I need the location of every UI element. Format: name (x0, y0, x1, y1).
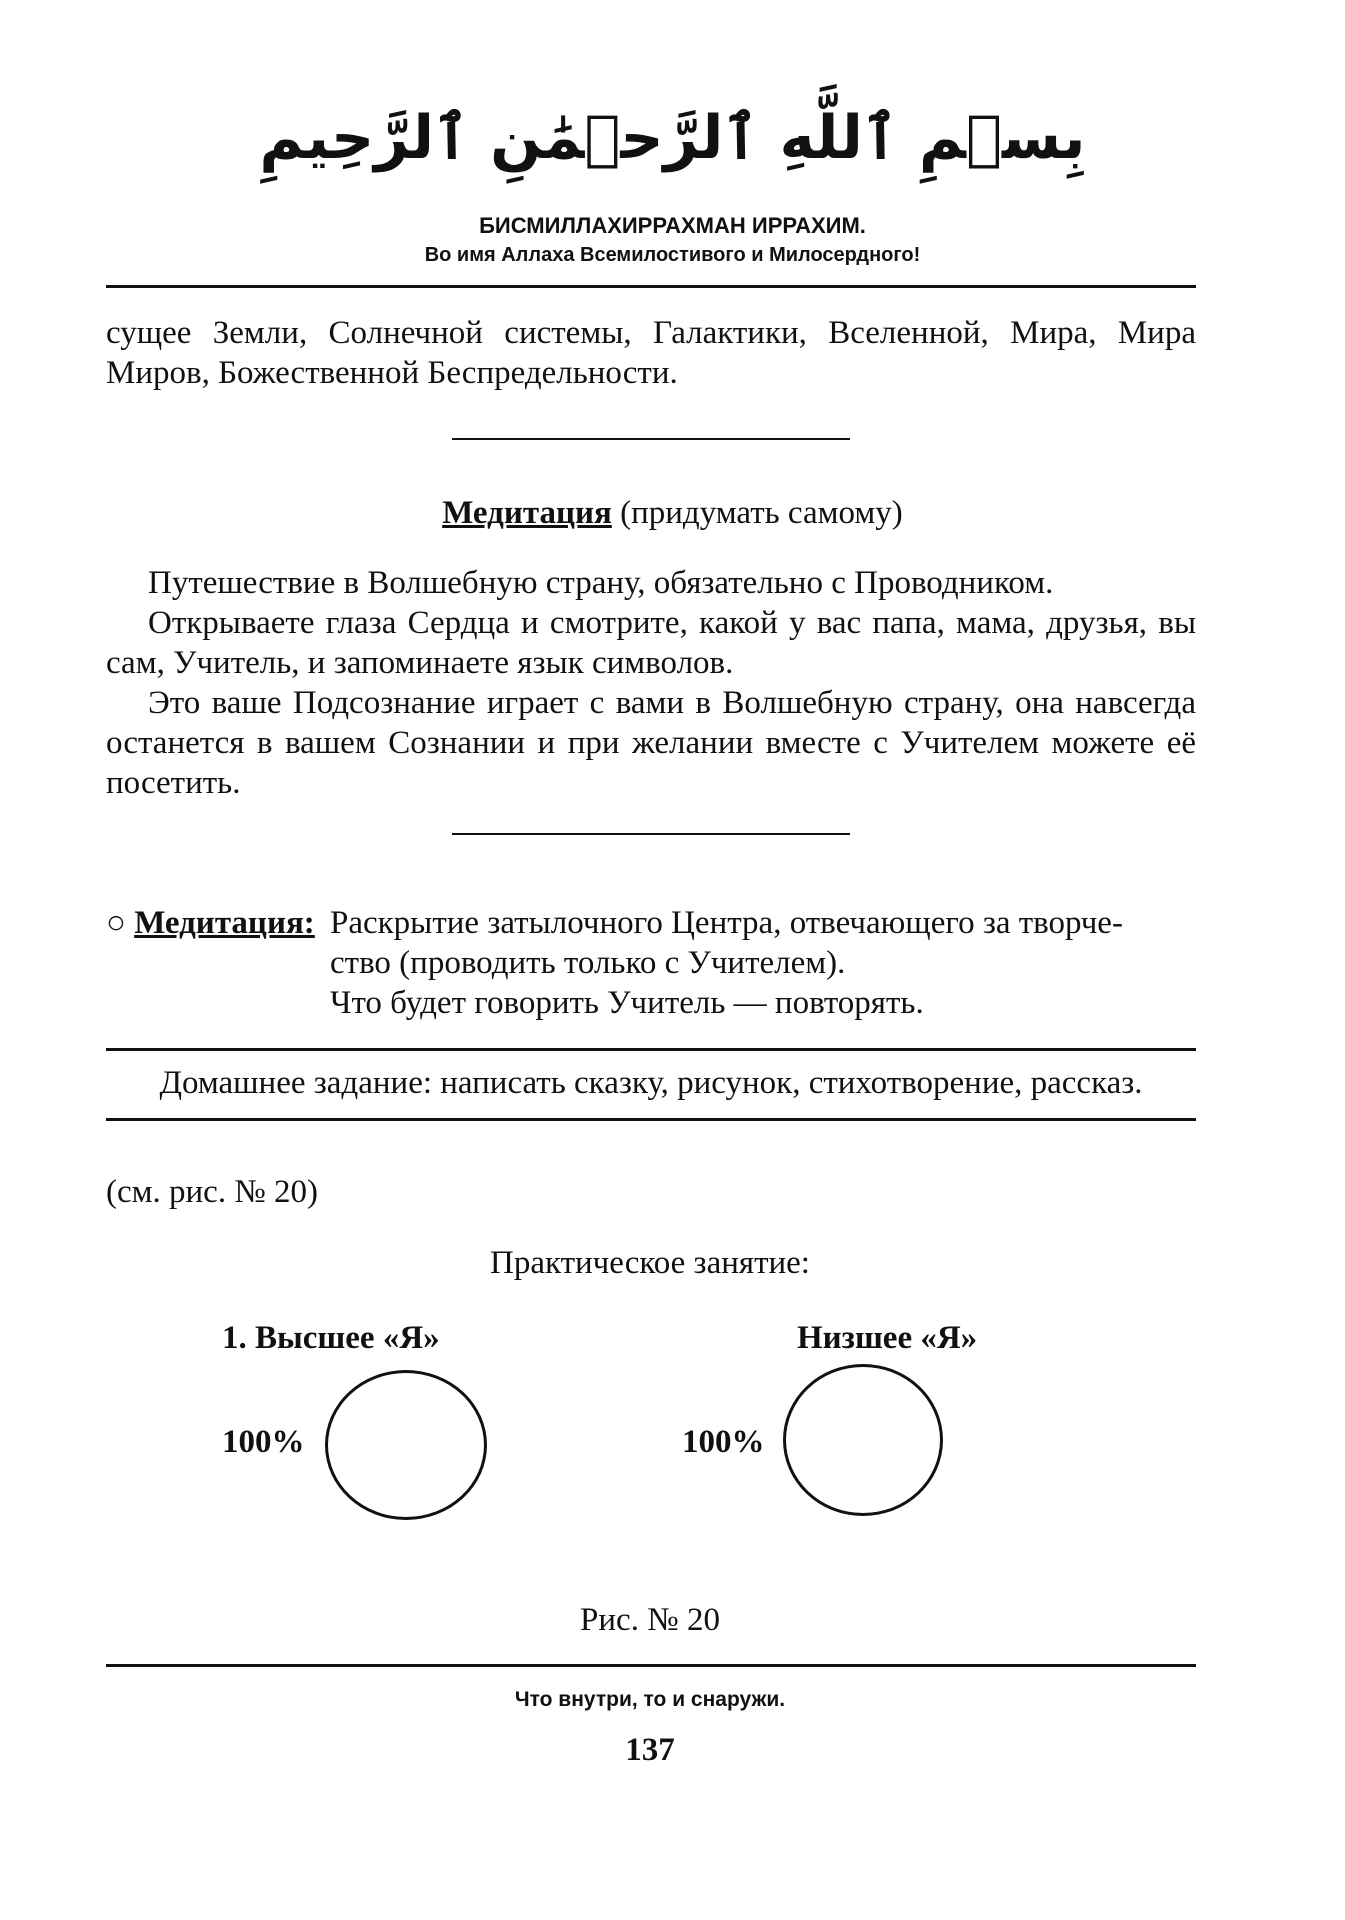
figure-reference: (см. рис. № 20) (106, 1174, 319, 1210)
footer-motto: Что внутри, то и снаружи. (514, 1688, 786, 1711)
homework-top-rule (106, 1048, 1196, 1051)
figure-caption: Рис. № 20 (580, 1602, 720, 1638)
meditation2-line: ство (проводить только с Учителем). (330, 945, 846, 981)
meditation-body (106, 563, 1196, 803)
lower-self-circle (783, 1364, 943, 1516)
header-subtitle: Во имя Аллаха Всемилостивого и Милосердного! (424, 244, 921, 266)
homework-text: Домашнее задание: написать сказку, рисунок, стихотворение, рассказ. (159, 1065, 1143, 1101)
meditation-heading (0, 493, 1345, 533)
header-title: БИСМИЛЛАХИРРАХМАН ИРРАХИМ. (479, 213, 866, 238)
meditation2-text (330, 903, 1210, 1023)
lower-self-title: Низшее «Я» (797, 1320, 978, 1356)
meditation2-label-group (106, 903, 315, 943)
intro-text: сущее Земли, Солнечной системы, Галактики, Вселенной, Мира, Мира Миров, Божественной Беспредельности. (106, 315, 1196, 391)
meditation2-line: Раскрытие затылочного Центра, отвечающего за творче- (330, 905, 1123, 941)
section-divider (452, 833, 850, 835)
header-divider (106, 285, 1196, 288)
footer-rule (106, 1664, 1196, 1667)
meditation-paragraph: Открываете глаза Сердца и смотрите, какой у вас папа, мама, друзья, вы сам, Учитель, и запоминаете язык символов. (106, 605, 1196, 681)
higher-self-percent: 100% (222, 1424, 305, 1460)
higher-self-title: 1. Высшее «Я» (222, 1320, 440, 1356)
meditation-paragraph: Это ваше Подсознание играет с вами в Волшебную страну, она навсегда останется в вашем Сознании и при желании вместе с Учителем можете её посетить. (106, 685, 1196, 801)
meditation2-line: Что будет говорить Учитель — повторять. (330, 985, 924, 1021)
homework-bottom-rule (106, 1118, 1196, 1121)
page-number: 137 (625, 1732, 675, 1768)
lower-self-percent: 100% (682, 1424, 765, 1460)
higher-self-circle (325, 1370, 487, 1520)
bullet-circle: ○ (106, 905, 126, 941)
bismillah-calligraphy: بِسۡمِ ٱللَّهِ ٱلرَّحۡمَٰنِ ٱلرَّحِيمِ (259, 103, 1086, 173)
meditation2-label: Медитация: (134, 905, 315, 941)
practical-heading: Практическое занятие: (490, 1245, 810, 1281)
meditation-title-note: (придумать самому) (620, 495, 903, 531)
meditation-title: Медитация (442, 495, 612, 531)
section-divider (452, 438, 850, 440)
meditation-paragraph: Путешествие в Волшебную страну, обязательно с Проводником. (148, 565, 1054, 601)
